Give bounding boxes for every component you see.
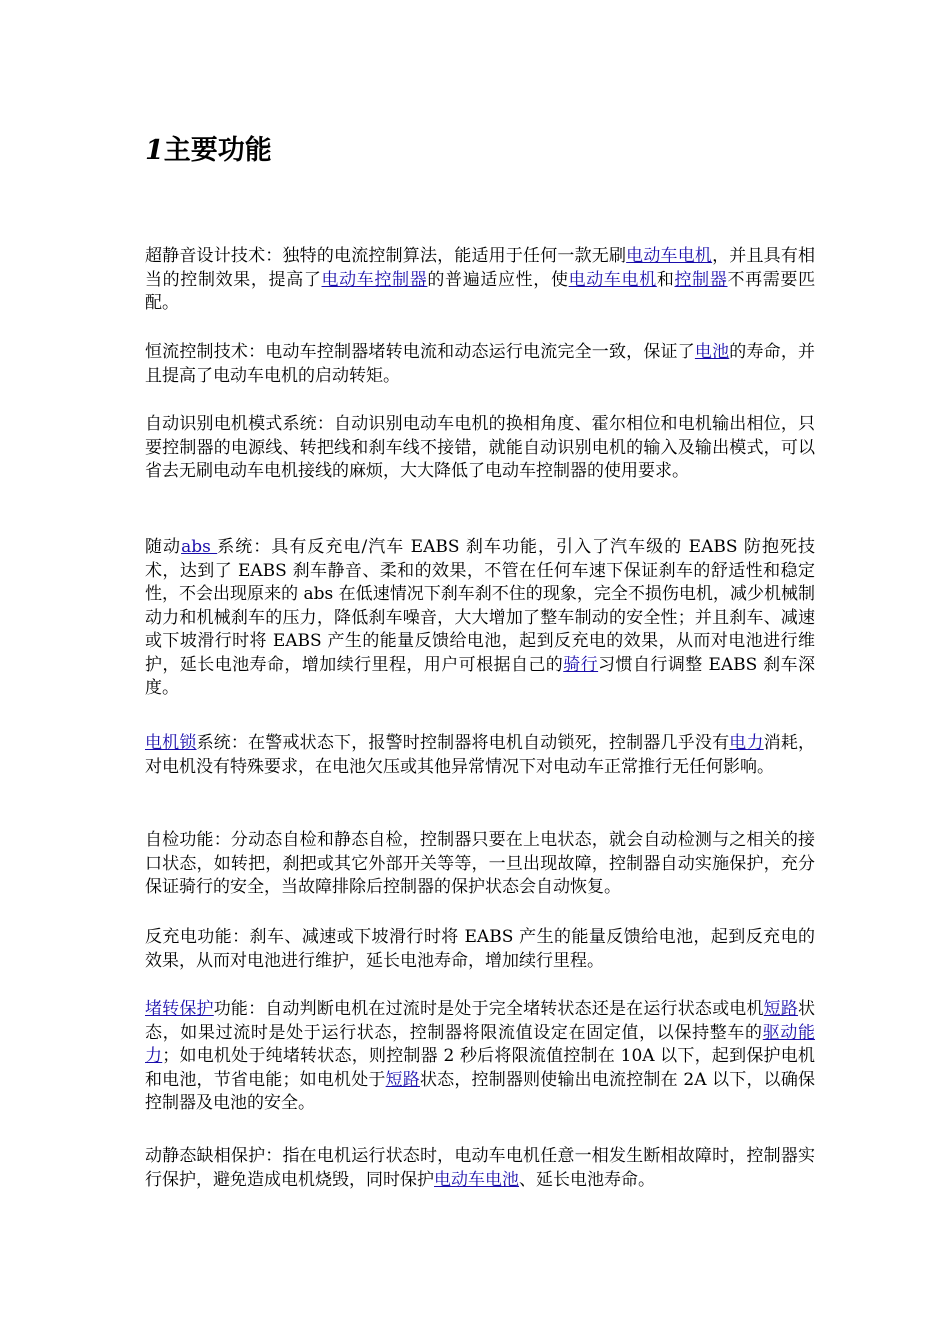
link-driving-ability[interactable]: 驱动能力 — [145, 1022, 816, 1066]
section-title-text: 主要功能 — [163, 135, 272, 166]
paragraph-silent-design — [145, 245, 815, 316]
paragraph-phase-loss-protection — [145, 1145, 815, 1192]
section-number: 1 — [145, 135, 164, 166]
link-power[interactable]: 电力 — [729, 733, 764, 753]
link-ev-motor-2[interactable]: 电动车电机 — [568, 269, 657, 290]
text-segment: 的普遍适应性，使 — [427, 269, 569, 290]
link-battery[interactable]: 电池 — [694, 342, 730, 362]
link-stall-protection[interactable]: 堵转保护 — [145, 999, 214, 1019]
text-segment: ；如电机处于纯堵转状态，则控制器 2 秒后将限流值控制在 10A 以下，起到保护电机和电池，节省电能；如电机处于 — [145, 1046, 816, 1090]
text-segment: 消耗，对电机没有特殊要求，在电池欠压或其他异常情况下对电动车正常推行无任何影响。 — [145, 733, 816, 777]
text-segment: 功能：自动判断电机在过流时是处于完全堵转状态还是在运行状态或电机 — [213, 999, 764, 1019]
link-ev-battery[interactable]: 电动车电池 — [434, 1169, 519, 1190]
link-motor-lock[interactable]: 电机锁 — [145, 733, 197, 753]
link-controller[interactable]: 控制器 — [674, 269, 728, 290]
text-segment: 动静态缺相保护：指在电机运行状态时，电动车电机任意一相发生断相故障时，控制器实行保护，避免造成电机烧毁，同时保护 — [145, 1146, 815, 1190]
paragraph-abs-system — [145, 536, 815, 701]
text-segment: 系统：具有反充电/汽车 EABS 刹车功能，引入了汽车级的 EABS 防抱死技术，达到了 EABS 刹车静音、柔和的效果，不管在任何车速下保证刹车的舒适性和稳定性，不会出现原来的 abs 在低速情况下刹车刹不住的现象，完全不损伤电机，减少机械制动力和机械刹车的压力，降低刹车噪音，大大增加了整车制动的安全性；并且刹车、减速或下坡滑行时将 EABS 产生的能量反馈给电池，起到反充电的效果，从而对电池进行维护，延长电池寿命，增加续行里程，用户可根据自己的 — [145, 537, 815, 675]
text-segment: 不再需要匹配。 — [145, 269, 816, 313]
text-segment: 的寿命，并且提高了电动车电机的启动转矩。 — [145, 342, 816, 386]
page-title — [145, 131, 272, 171]
paragraph-stall-protection — [145, 998, 815, 1116]
text-segment: 自检功能：分动态自检和静态自检，控制器只要在上电状态，就会自动检测与之相关的接口状态，如转把，刹把或其它外部开关等等，一旦出现故障，控制器自动实施保护，充分保证骑行的安全，当故障排除后控制器的保护状态会自动恢复。 — [145, 830, 815, 897]
text-segment: 状态，如果过流时是处于运行状态，控制器将限流值设定在固定值，以保持整车的 — [145, 999, 816, 1043]
paragraph-regenerative-charging — [145, 926, 815, 973]
text-segment: 系统：在警戒状态下，报警时控制器将电机自动锁死，控制器几乎没有 — [196, 733, 730, 753]
text-segment: 自动识别电机模式系统：自动识别电动车电机的换相角度、霍尔相位和电机输出相位，只要控制器的电源线、转把线和刹车线不接错，就能自动识别电机的输入及输出模式，可以省去无刷电动车电机接线的麻烦，大大降低了电动车控制器的使用要求。 — [145, 414, 815, 481]
paragraph-motor-lock — [145, 732, 815, 779]
text-segment: 恒流控制技术：电动车控制器堵转电流和动态运行电流完全一致，保证了 — [145, 342, 695, 362]
link-riding[interactable]: 骑行 — [563, 654, 599, 675]
text-segment: 状态，控制器则使输出电流控制在 2A 以下，以确保控制器及电池的安全。 — [145, 1069, 816, 1113]
paragraph-constant-current — [145, 341, 815, 388]
link-short-circuit-2[interactable]: 短路 — [385, 1069, 420, 1090]
text-segment: ，并且具有相当的控制效果，提高了 — [145, 246, 816, 290]
paragraph-self-check — [145, 829, 815, 900]
text-segment: 习惯自行调整 EABS 刹车深度。 — [145, 654, 816, 698]
text-segment: 和 — [656, 269, 675, 290]
text-segment: 随动 — [145, 537, 182, 557]
link-ev-controller[interactable]: 电动车控制器 — [321, 269, 428, 290]
text-segment: 反充电功能：刹车、减速或下坡滑行时将 EABS 产生的能量反馈给电池，起到反充电的效果，从而对电池进行维护，延长电池寿命，增加续行里程。 — [145, 927, 815, 971]
paragraph-motor-recognition — [145, 413, 815, 484]
text-segment: 、延长电池寿命。 — [519, 1169, 655, 1190]
link-abs[interactable]: abs — [181, 537, 218, 557]
link-ev-motor[interactable]: 电动车电机 — [626, 246, 713, 266]
link-short-circuit[interactable]: 短路 — [763, 999, 799, 1019]
text-segment: 超静音设计技术：独特的电流控制算法，能适用于任何一款无刷 — [145, 246, 627, 266]
